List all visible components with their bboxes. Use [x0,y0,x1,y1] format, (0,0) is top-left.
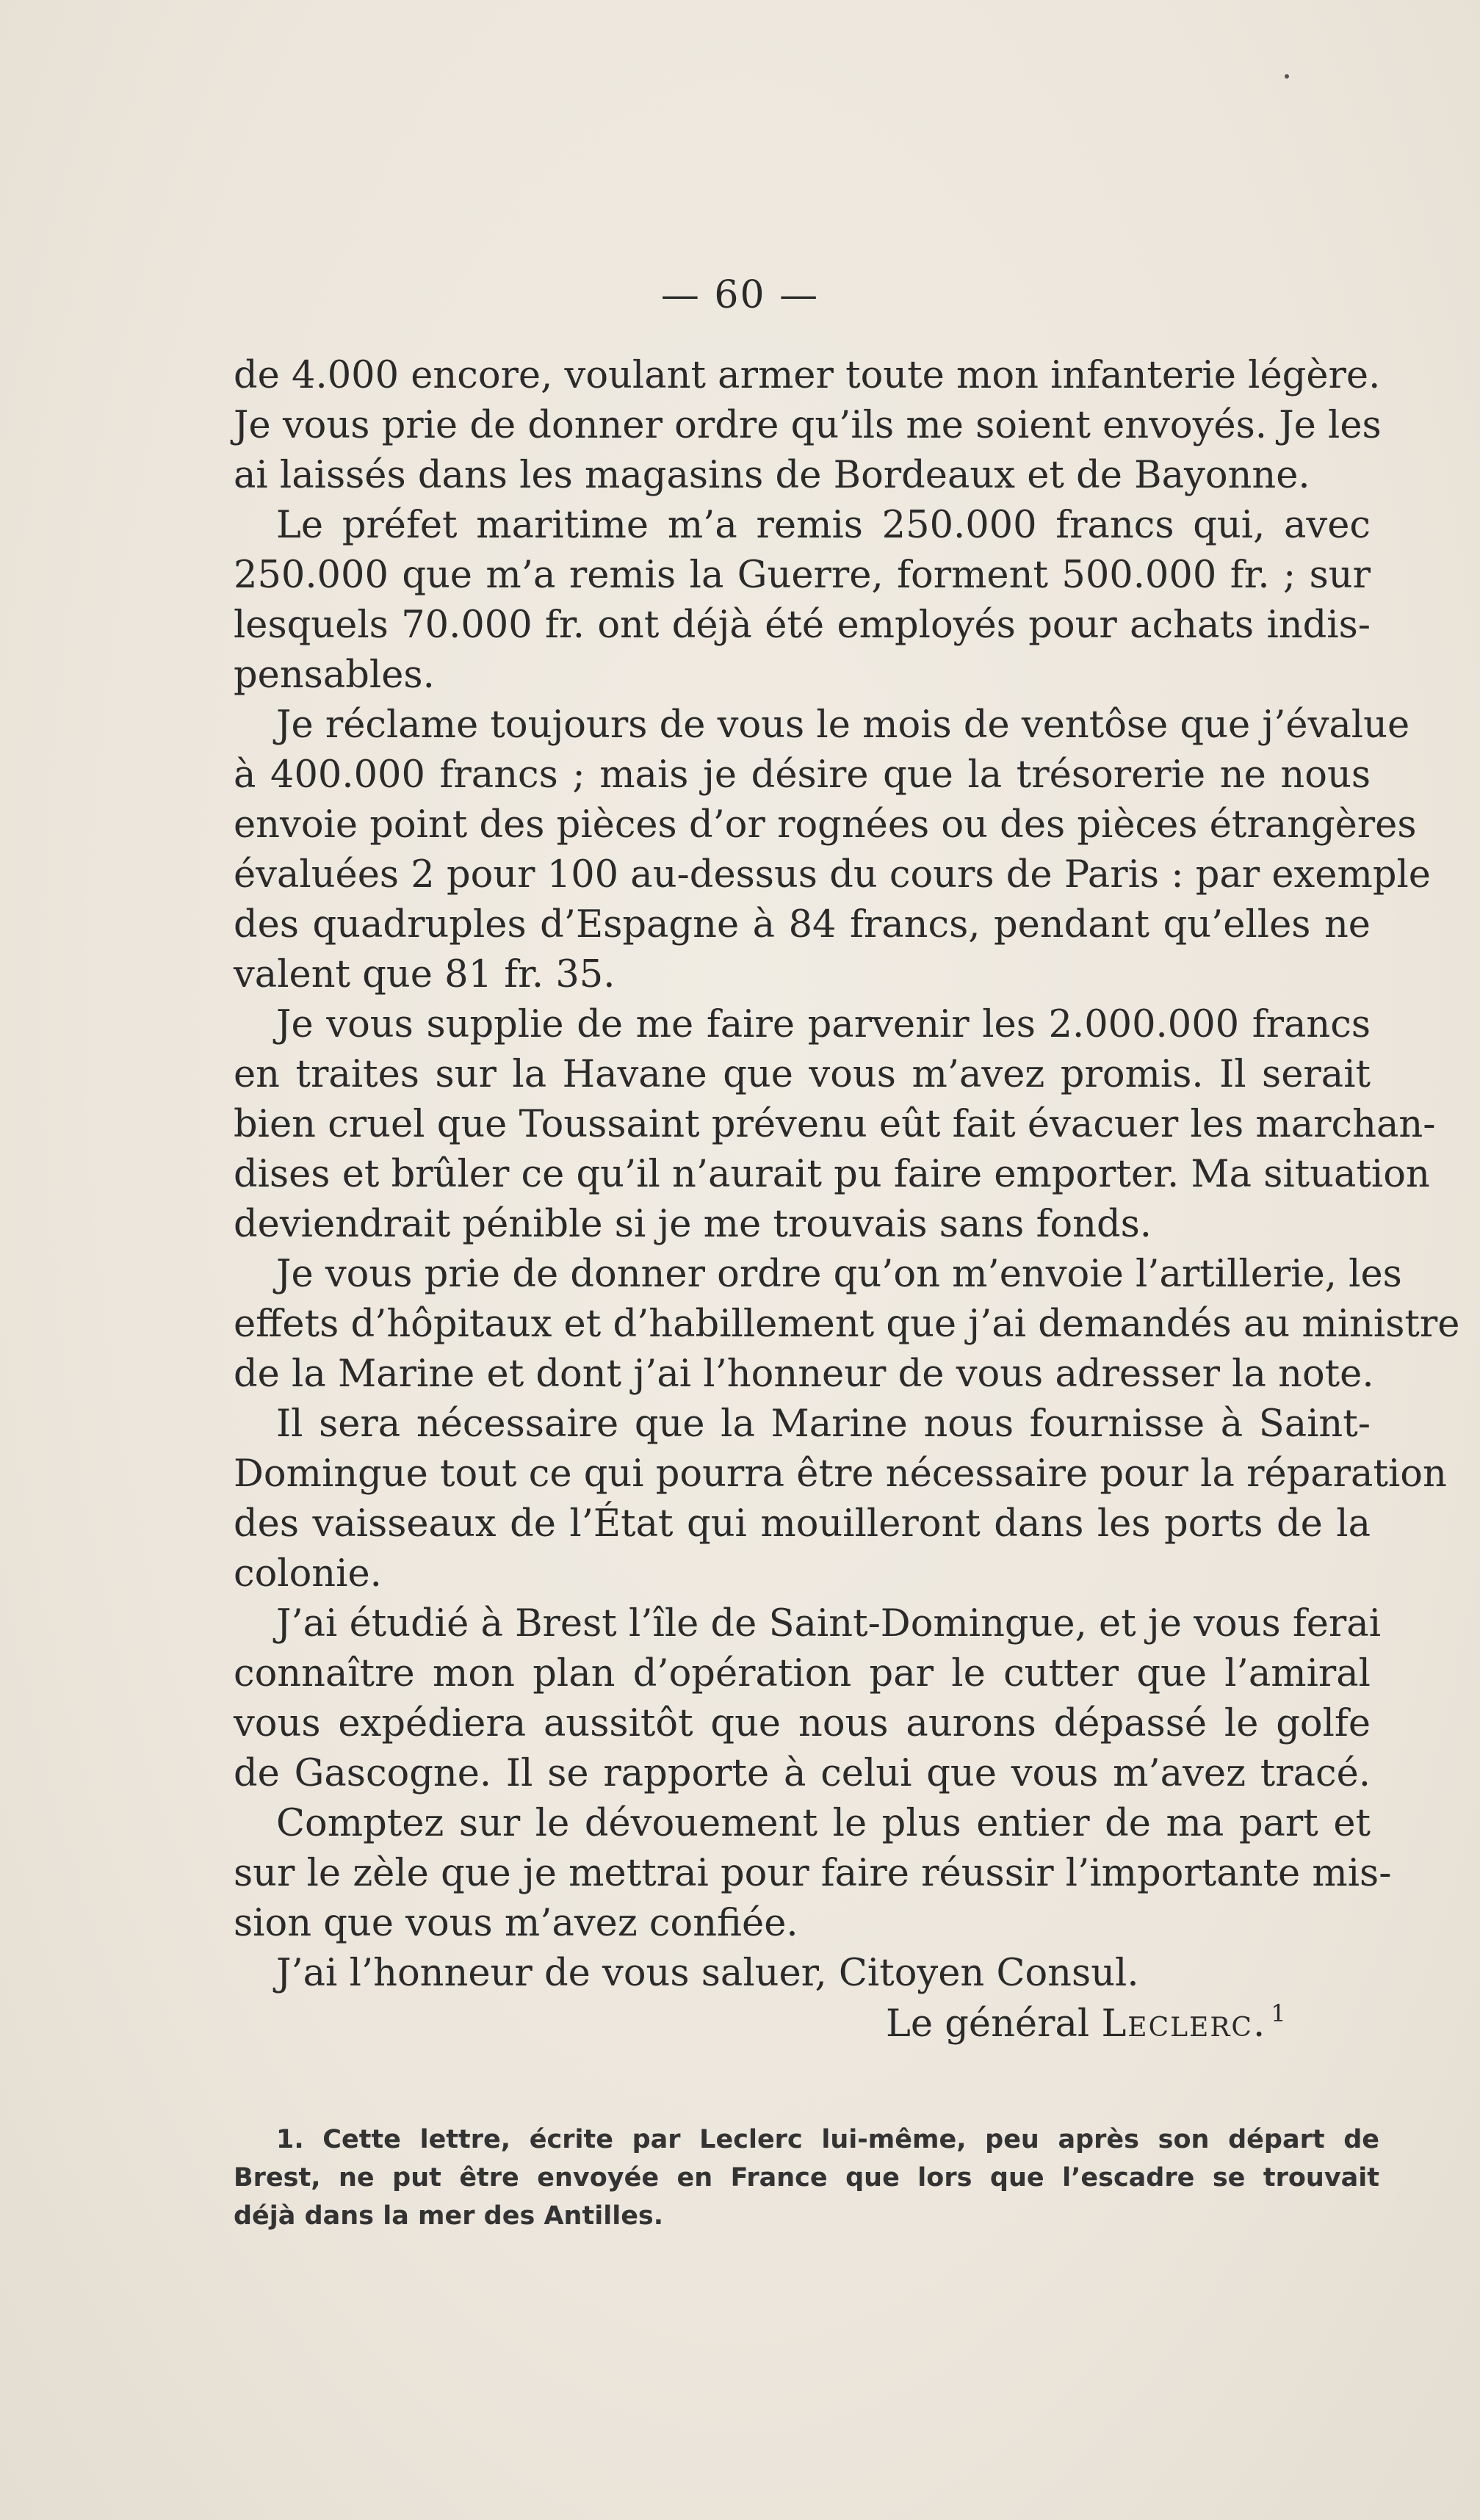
footnote-marker: 1 [1271,1999,1286,2027]
footnote-line: 1. Cette lettre, écrite par Leclerc lui-même, peu après son départ de [276,2125,1379,2154]
text-line: Je réclame toujours de vous le mois de ventôse que j’évalue [276,703,1410,747]
text-line: Domingue tout ce qui pourra être nécessaire pour la réparation [234,1452,1447,1496]
text-line: des quadruples d’Espagne à 84 francs, pendant qu’elles ne [234,903,1371,946]
letter-body [234,351,1460,2050]
text-line: connaître mon plan d’opération par le cutter que l’amiral [234,1652,1371,1695]
text-line: 250.000 que m’a remis la Guerre, forment 500.000 fr. ; sur [234,554,1371,597]
text-line: Comptez sur le dévouement le plus entier de ma part et [276,1802,1371,1845]
speck [1285,74,1289,79]
text-line: évaluées 2 pour 100 au-dessus du cours de Paris : par exemple [234,853,1431,897]
text-line: Il sera nécessaire que la Marine nous fournisse à Saint- [276,1402,1371,1446]
text-line: J’ai l’honneur de vous saluer, Citoyen Consul. [276,1952,1139,1995]
page-number: — 60 — [660,273,820,317]
text-line: J’ai étudié à Brest l’île de Saint-Domingue, et je vous ferai [276,1602,1382,1645]
text-line: Je vous prie de donner ordre qu’on m’envoie l’artillerie, les [276,1253,1402,1296]
footnote-line: déjà dans la mer des Antilles. [234,2201,664,2231]
text-line: ai laissés dans les magasins de Bordeaux et de Bayonne. [234,454,1310,497]
text-line: des vaisseaux de l’État qui mouilleront dans les ports de la [234,1502,1371,1546]
text-line: dises et brûler ce qu’il n’aurait pu faire emporter. Ma situation [234,1153,1430,1196]
text-line: valent que 81 fr. 35. [234,953,616,996]
text-line: vous expédiera aussitôt que nous aurons dépassé le golfe [234,1702,1371,1745]
text-line: lesquels 70.000 fr. ont déjà été employés pour achats indis- [234,604,1371,647]
text-line: de Gascogne. Il se rapporte à celui que vous m’avez tracé. [234,1752,1371,1795]
text-line: sion que vous m’avez confiée. [234,1902,798,1945]
footnote-line: Brest, ne put être envoyée en France que lors que l’escadre se trouvait [234,2163,1379,2193]
signature [234,1999,1371,2050]
footnotes [234,2121,1379,2235]
text-line: de la Marine et dont j’ai l’honneur de vous adresser la note. [234,1353,1374,1396]
text-line: colonie. [234,1552,382,1596]
text-line: effets d’hôpitaux et d’habillement que j’ai demandés au ministre [234,1303,1460,1346]
text-line: à 400.000 francs ; mais je désire que la trésorerie ne nous [234,753,1371,797]
text-line: bien cruel que Toussaint prévenu eût fait évacuer les marchan- [234,1103,1436,1146]
text-line: sur le zèle que je mettrai pour faire réussir l’importante mis- [234,1852,1392,1895]
signature-prefix: Le général [886,2002,1090,2046]
text-line: de 4.000 encore, voulant armer toute mon infanterie légère. [234,354,1381,397]
text-line: Le préfet maritime m’a remis 250.000 francs qui, avec [276,504,1371,547]
text-line: en traites sur la Havane que vous m’avez promis. Il serait [234,1053,1371,1096]
text-line: pensables. [234,653,435,697]
text-line: Je vous prie de donner ordre qu’ils me soient envoyés. Je les [234,404,1382,447]
text-line: deviendrait pénible si je me trouvais sans fonds. [234,1203,1152,1246]
text-line: Je vous supplie de me faire parvenir les 2.000.000 francs [276,1003,1371,1046]
signature-name: Leclerc. [1101,2002,1267,2046]
text-line: envoie point des pièces d’or rognées ou des pièces étrangères [234,803,1417,847]
